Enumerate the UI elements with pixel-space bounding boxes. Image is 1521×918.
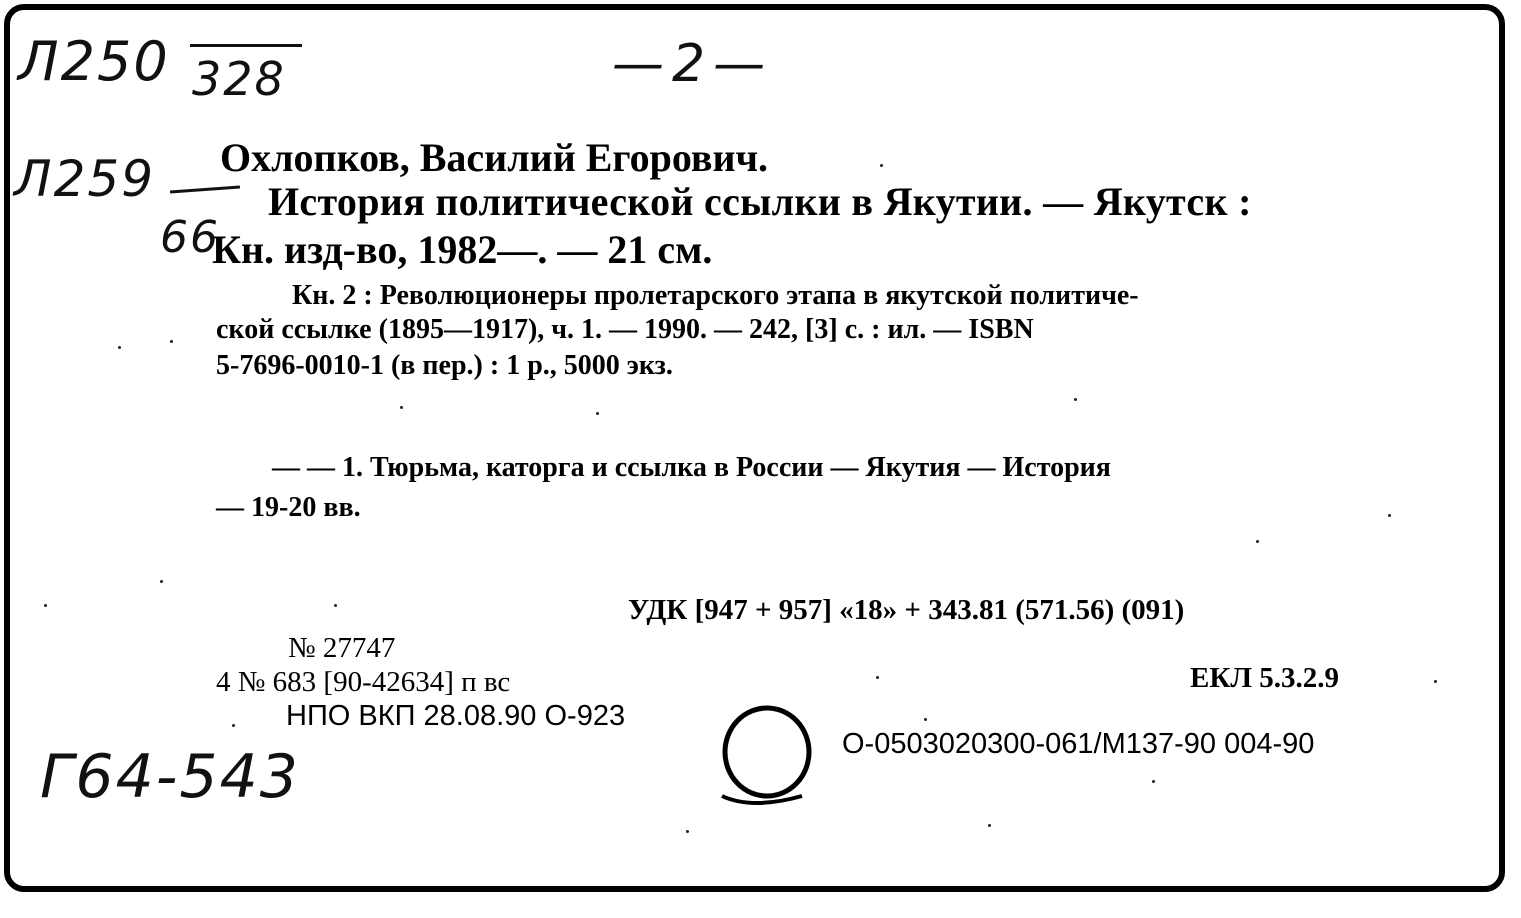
circle-stamp-icon [712,698,822,816]
subject-line-2: — 19-20 вв. [216,492,361,523]
subject-line-1: — — 1. Тюрьма, каторга и ссылка в России — Якутия — История [272,452,1111,483]
handwritten-shelf-number: 328 [192,52,286,106]
speck [876,676,879,679]
title-line-2: Кн. изд-во, 1982—. — 21 см. [212,227,713,272]
volume-line-2: ской ссылке (1895—1917), ч. 1. — 1990. — 242, [3] с. : ил. — ISBN [216,314,1034,345]
bbk-code: О-0503020300-061/М137-90 004-90 [842,728,1315,760]
speck [1256,540,1259,543]
handwritten-card-number: —2— [612,34,774,94]
speck [1152,780,1155,783]
udc-code: УДК [947 + 957] «18» + 343.81 (571.56) (091) [628,594,1185,626]
speck [988,824,991,827]
handwritten-author-mark: 66 [160,212,220,263]
speck [160,580,163,583]
speck [118,346,121,349]
volume-line-1: Кн. 2 : Революционеры пролетарского этапа в якутской политиче- [292,280,1139,311]
order-line-2: 4 № 683 [90-42634] п вс [216,666,511,698]
speck [1388,514,1391,517]
author-name: Охлопков, Василий Егорович. [220,135,769,180]
speck [334,604,337,607]
speck [686,830,689,833]
speck [924,718,927,721]
order-line-3: НПО ВКП 28.08.90 О-923 [286,700,626,732]
speck [44,604,47,607]
speck [1074,398,1077,401]
handwritten-bottom-code: Г64-543 [40,742,300,812]
shelf-number-overline [190,44,302,47]
volume-line-3: 5-7696-0010-1 (в пер.) : 1 р., 5000 экз. [216,350,673,381]
speck [232,724,235,727]
speck [596,412,599,415]
order-number: № 27747 [288,632,396,664]
title-line-1: История политической ссылки в Якутии. — Якутск : [268,179,1252,224]
handwritten-class-mark: Л259 [14,150,156,208]
speck [400,406,403,409]
handwritten-shelf-mark: Л250 [18,30,170,93]
speck [170,340,173,343]
speck [1434,680,1437,683]
ekl-code: ЕКЛ 5.3.2.9 [1190,662,1339,694]
speck [880,164,883,167]
